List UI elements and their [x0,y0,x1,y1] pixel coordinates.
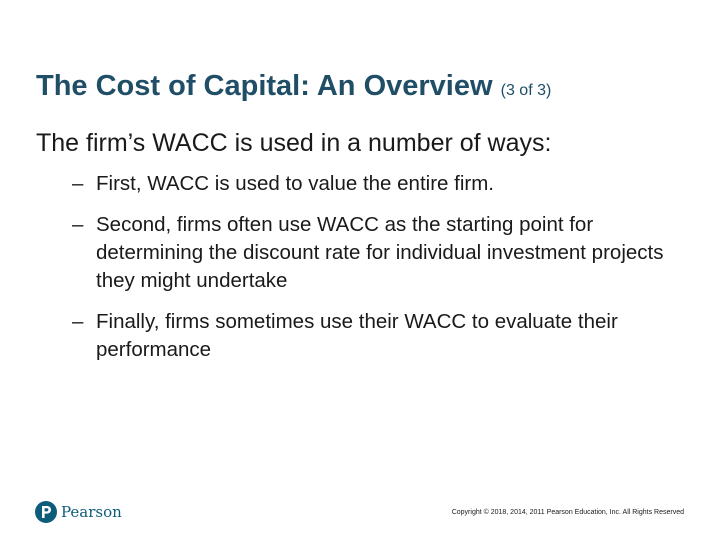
pearson-p-icon [35,501,57,523]
slide-title-text: The Cost of Capital: An Overview [36,70,493,102]
bullet-dash: – [72,213,84,236]
bullet-text: Second, firms often use WACC as the starting point for determining the discount rate for individual investment projects they might undertake [96,213,664,292]
slide-title-suffix: (3 of 3) [500,82,552,99]
bullet-text: First, WACC is used to value the entire firm. [96,172,494,195]
pearson-logo [35,501,122,523]
bullet-item [72,308,692,364]
copyright-notice: Copyright © 2018, 2014, 2011 Pearson Education, Inc. All Rights Reserved [451,509,684,516]
bullet-text: Finally, firms sometimes use their WACC to evaluate their performance [96,310,618,361]
slide-title [36,66,551,111]
lead-text: The firm’s WACC is used in a number of ways: [36,129,552,157]
bullet-item [72,211,692,295]
bullet-list [72,170,692,377]
bullet-dash: – [72,172,84,195]
pearson-wordmark: Pearson [61,503,122,521]
bullet-item [72,170,692,198]
bullet-dash: – [72,310,84,333]
